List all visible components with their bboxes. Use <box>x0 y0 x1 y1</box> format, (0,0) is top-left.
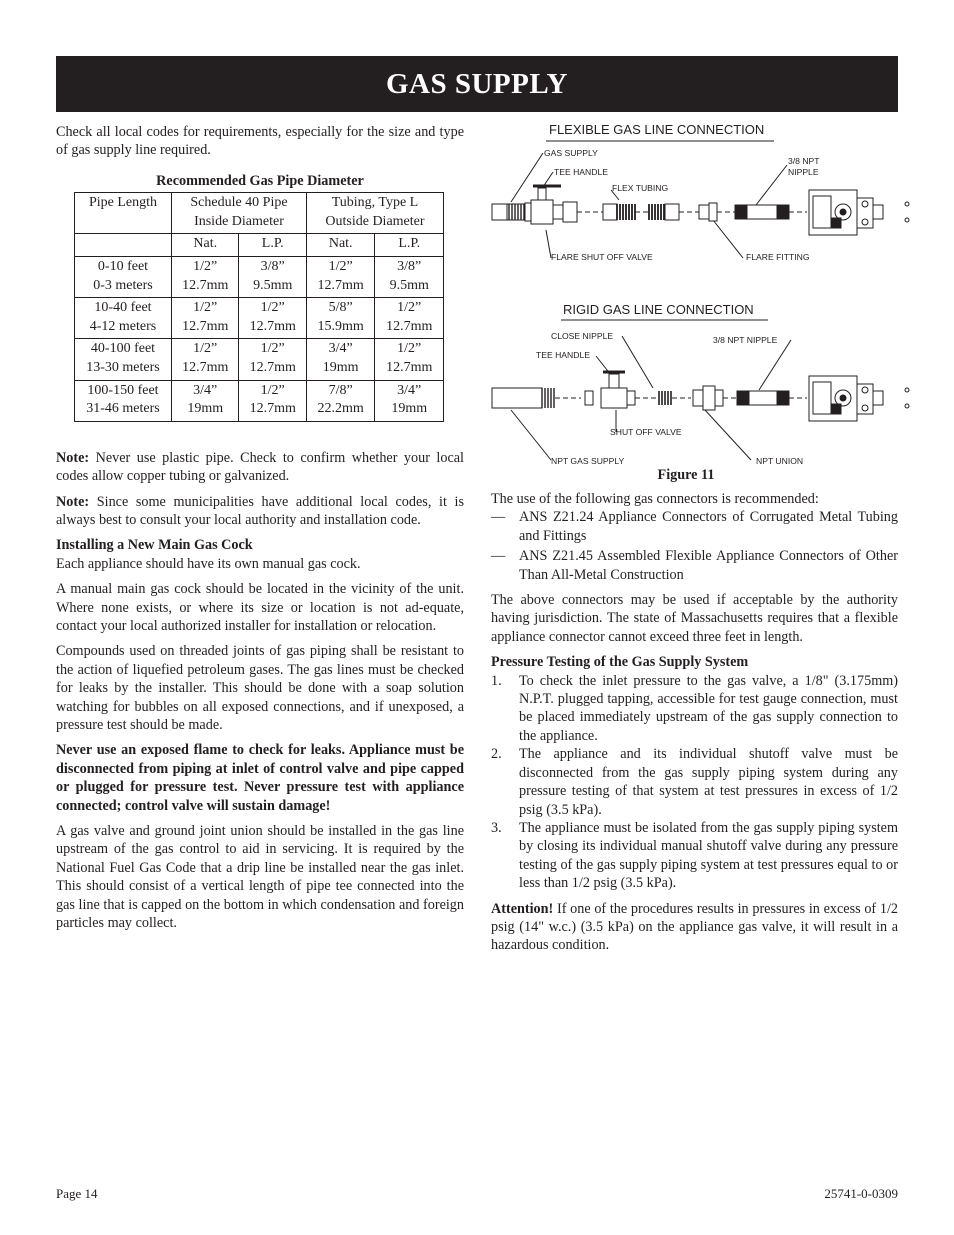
label-npt-nipple-line1: 3/8 NPT <box>788 156 820 166</box>
table-cell: 1/2” 12.7mm <box>172 339 239 380</box>
subheader-cell <box>75 234 172 257</box>
label-tee-handle: TEE HANDLE <box>554 167 608 177</box>
page-title: GAS SUPPLY <box>56 56 898 112</box>
attention-paragraph <box>491 900 898 955</box>
table-cell: 1/2” 12.7mm <box>375 339 444 380</box>
connector-item <box>491 508 898 545</box>
connectors-intro: The use of the following gas connectors is recommended: <box>491 491 819 507</box>
subheader-cell: Nat. <box>306 234 375 257</box>
label-gas-supply: GAS SUPPLY <box>544 148 598 158</box>
subheader-cell: L.P. <box>375 234 444 257</box>
label-flex-tubing: FLEX TUBING <box>612 183 669 193</box>
step-number: 1. <box>491 672 502 689</box>
table-cell: 3/4” 19mm <box>172 380 239 421</box>
step-text: To check the inlet pressure to the gas valve, a 1/8" (3.175mm) N.P.T. plugged tapping, accessible for test gauge connection, must be placed immediately upstream of the gas supply connection to the appliance. <box>519 672 898 744</box>
note-local-codes <box>56 493 464 530</box>
connector-text: ANS Z21.45 Assembled Flexible Appliance Connectors of Other Than All-Metal Construction <box>519 548 898 583</box>
header-cell-schedule-40: Schedule 40 Pipe Inside Diameter <box>172 193 307 234</box>
manual-gas-cock-paragraph: A manual main gas cock should be located in the vicinity of the unit. Where none exists, or where its size or location is not ad-equate, contact your local authorized installer for installation or relocation. <box>56 581 464 634</box>
list-item <box>491 745 898 819</box>
table-cell: 3/8” 9.5mm <box>239 257 306 298</box>
table-cell: 0-10 feet 0-3 meters <box>75 257 172 298</box>
header-cell-tubing: Tubing, Type L Outside Diameter <box>306 193 443 234</box>
label-close-nipple: CLOSE NIPPLE <box>551 331 614 341</box>
right-column <box>491 490 898 962</box>
massachusetts-paragraph: The above connectors may be used if acceptable by the authority having jurisdiction. The state of Massachusetts requires that a flexible appliance connector cannot exceed three feet in length. <box>491 592 898 645</box>
table-cell: 3/4” 19mm <box>306 339 375 380</box>
table-subheader-row <box>75 234 444 257</box>
dash: — <box>491 548 506 565</box>
table-row <box>75 298 444 339</box>
note-label: Note: <box>56 449 90 466</box>
document-number: 25741-0-0309 <box>824 1186 898 1201</box>
pressure-steps <box>491 672 898 893</box>
table-cell: 1/2” 12.7mm <box>306 257 375 298</box>
note-label: Note: <box>56 493 90 510</box>
union-paragraph: A gas valve and ground joint union should be installed in the gas line upstream of the gas control to aid in servicing. It is required by the National Fuel Gas Code that a drip line be installed near the gas inlet. This should consist of a vertical length of pipe tee connected into the gas line that is capped on the bottom in which condensation and foreign particles may collect. <box>56 823 464 932</box>
table-cell: 40-100 feet 13-30 meters <box>75 339 172 380</box>
table-cell: 100-150 feet 31-46 meters <box>75 380 172 421</box>
subheader-cell: L.P. <box>239 234 306 257</box>
left-column <box>56 123 464 940</box>
table-cell: 5/8” 15.9mm <box>306 298 375 339</box>
table-cell: 3/4” 19mm <box>375 380 444 421</box>
install-heading: Installing a New Main Gas Cock <box>56 537 253 554</box>
install-line: Each appliance should have its own manual gas cock. <box>56 555 361 572</box>
table-row <box>75 339 444 380</box>
gas-connection-figure <box>491 120 911 485</box>
table-cell: 1/2” 12.7mm <box>172 257 239 298</box>
table-caption: Recommended Gas Pipe Diameter <box>156 172 364 189</box>
pressure-heading: Pressure Testing of the Gas Supply System <box>491 654 749 671</box>
attention-text: If one of the procedures results in pressures in excess of 1/2 psig (14" w.c.) (3.5 kPa) on the appliance gas valve, it will result in a hazardous condition. <box>491 900 898 954</box>
pipe-diameter-table <box>74 192 444 422</box>
step-text: The appliance must be isolated from the gas supply piping system by closing its individual manual shutoff valve during any pressure testing of the gas supply piping system at test pressures equal to or less than 1/2 psig (3.5 kPa). <box>519 819 898 892</box>
label-flare-fitting: FLARE FITTING <box>746 252 810 262</box>
label-npt-union: NPT UNION <box>756 456 804 466</box>
label-shutoff-valve: SHUT OFF VALVE <box>610 427 682 437</box>
step-text: The appliance and its individual shutoff valve must be disconnected from the gas supply piping system during any pressure testing of that system at test pressures in excess of 1/2 psig (3.5 kPa). <box>519 746 898 818</box>
list-item <box>491 672 898 746</box>
page-number: Page 14 <box>56 1186 98 1201</box>
intro-paragraph: Check all local codes for requirements, especially for the size and type of gas supply line required. <box>56 124 464 159</box>
table-cell: 1/2” 12.7mm <box>239 380 306 421</box>
label-npt-nipple-line2: NIPPLE <box>788 167 819 177</box>
label-flare-shutoff: FLARE SHUT OFF VALVE <box>551 252 653 262</box>
table-header-row <box>75 193 444 234</box>
step-number: 3. <box>491 819 502 836</box>
rigid-connection-title: RIGID GAS LINE CONNECTION <box>563 302 754 317</box>
figure-caption: Figure 11 <box>657 467 715 483</box>
label-npt-nipple: 3/8 NPT NIPPLE <box>713 335 778 345</box>
header-cell-pipe-length: Pipe Length <box>75 193 172 234</box>
table-cell: 1/2” 12.7mm <box>172 298 239 339</box>
dash: — <box>491 509 506 526</box>
table-cell: 3/8” 9.5mm <box>375 257 444 298</box>
list-item <box>491 819 898 893</box>
label-npt-gas-supply: NPT GAS SUPPLY <box>551 456 625 466</box>
table-cell: 1/2” 12.7mm <box>375 298 444 339</box>
step-number: 2. <box>491 746 502 763</box>
label-tee-handle-rigid: TEE HANDLE <box>536 350 590 360</box>
table-row <box>75 380 444 421</box>
table-cell: 7/8” 22.2mm <box>306 380 375 421</box>
table-row <box>75 257 444 298</box>
attention-label: Attention! <box>491 900 554 917</box>
leak-warning: Never use an exposed flame to check for leaks. Appliance must be disconnected from piping at inlet of control valve and pipe capped or plugged for pressure test. Never pressure test with appliance connected; control valve will sustain damage! <box>56 742 464 814</box>
table-cell: 10-40 feet 4-12 meters <box>75 298 172 339</box>
note-plastic-pipe <box>56 449 464 486</box>
flexible-connection-title: FLEXIBLE GAS LINE CONNECTION <box>549 122 765 137</box>
table-cell: 1/2” 12.7mm <box>239 298 306 339</box>
subheader-cell: Nat. <box>172 234 239 257</box>
compounds-paragraph: Compounds used on threaded joints of gas piping shall be resistant to the action of liquefied petroleum gases. The gas lines must be checked for leaks by the installer. This should be done with a soap solution watching for bubbles on all exposed connections, and if unexposed, a pressure test should be made. <box>56 643 464 734</box>
connector-text: ANS Z21.24 Appliance Connectors of Corrugated Metal Tubing and Fittings <box>519 509 898 544</box>
note-text: Since some municipalities have additional local codes, it is always best to consult your local authority and installation code. <box>56 493 464 528</box>
table-cell: 1/2” 12.7mm <box>239 339 306 380</box>
connector-item <box>491 547 898 584</box>
note-text: Never use plastic pipe. Check to confirm whether your local codes allow copper tubing or galvanized. <box>56 449 464 485</box>
